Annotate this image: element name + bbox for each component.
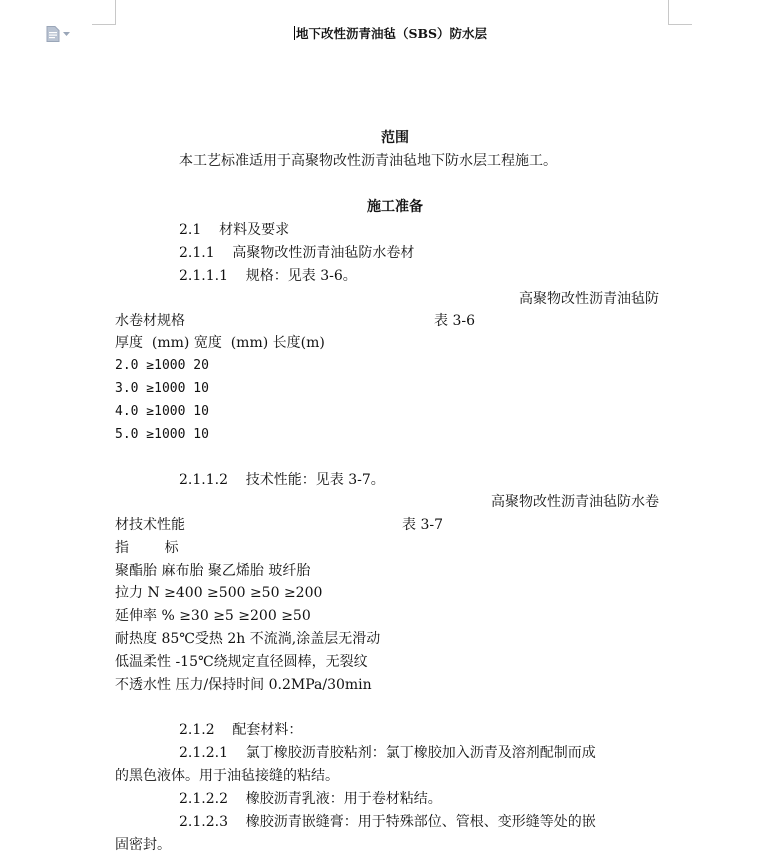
section-2-1: 2.1 材料及要求 bbox=[179, 222, 290, 238]
table-row: 2.0 ≥1000 20 bbox=[115, 358, 209, 373]
table-row: 低温柔性 -15℃绕规定直径圆棒，无裂纹 bbox=[115, 654, 368, 670]
scope-text: 本工艺标准适用于高聚物改性沥青油毡地下防水层工程施工。 bbox=[179, 153, 557, 169]
table-3-6-header: 厚度 (mm) 宽度 (mm) 长度(m) bbox=[115, 335, 325, 351]
section-2-1-1-2: 2.1.1.2 技术性能：见表 3-7。 bbox=[179, 472, 385, 488]
table-row: 延伸率 % ≥30 ≥5 ≥200 ≥50 bbox=[115, 608, 311, 624]
table-3-7-caption-cont: 材技术性能 bbox=[115, 517, 185, 533]
text-cursor bbox=[294, 26, 295, 40]
page-header-title: 地下改性沥青油毡（SBS）防水层 bbox=[295, 26, 488, 41]
table-row: 耐热度 85℃受热 2h 不流淌,涂盖层无滑动 bbox=[115, 631, 381, 647]
table-3-7-header-2: 聚酯胎 麻布胎 聚乙烯胎 玻纤胎 bbox=[115, 563, 311, 579]
section-2-1-2-2: 2.1.2.2 橡胶沥青乳液：用于卷材粘结。 bbox=[179, 791, 442, 807]
section-2-1-2-3-cont: 固密封。 bbox=[115, 837, 171, 853]
table-row: 3.0 ≥1000 10 bbox=[115, 381, 209, 396]
scope-heading: 范围 bbox=[381, 130, 409, 146]
table-3-7-label: 表 3-7 bbox=[402, 517, 443, 533]
preparation-heading: 施工准备 bbox=[367, 199, 423, 215]
table-3-6-label: 表 3-6 bbox=[434, 313, 475, 329]
section-2-1-2-3: 2.1.2.3 橡胶沥青嵌缝膏：用于特殊部位、管根、变形缝等处的嵌 bbox=[179, 814, 596, 830]
section-2-1-2: 2.1.2 配套材料： bbox=[179, 722, 303, 738]
section-2-1-2-1-cont: 的黑色液体。用于油毡接缝的粘结。 bbox=[115, 768, 339, 784]
section-2-1-2-1: 2.1.2.1 氯丁橡胶沥青胶粘剂：氯丁橡胶加入沥青及溶剂配制而成 bbox=[179, 745, 596, 761]
section-2-1-1-1: 2.1.1.1 规格：见表 3-6。 bbox=[179, 268, 357, 284]
table-row: 4.0 ≥1000 10 bbox=[115, 404, 209, 419]
crop-mark-top-left bbox=[92, 0, 116, 25]
crop-mark-top-right bbox=[668, 0, 692, 25]
table-3-6-caption-cont: 水卷材规格 bbox=[115, 313, 185, 329]
table-3-7-caption: 高聚物改性沥青油毡防水卷 bbox=[491, 494, 659, 510]
table-row: 5.0 ≥1000 10 bbox=[115, 427, 209, 442]
table-3-7-header-1: 指 标 bbox=[115, 540, 179, 556]
table-3-6-caption: 高聚物改性沥青油毡防 bbox=[519, 291, 659, 307]
table-row: 拉力 N ≥400 ≥500 ≥50 ≥200 bbox=[115, 585, 323, 601]
section-2-1-1: 2.1.1 高聚物改性沥青油毡防水卷材 bbox=[179, 245, 415, 261]
table-row: 不透水性 压力/保持时间 0.2MPa/30min bbox=[115, 677, 372, 693]
